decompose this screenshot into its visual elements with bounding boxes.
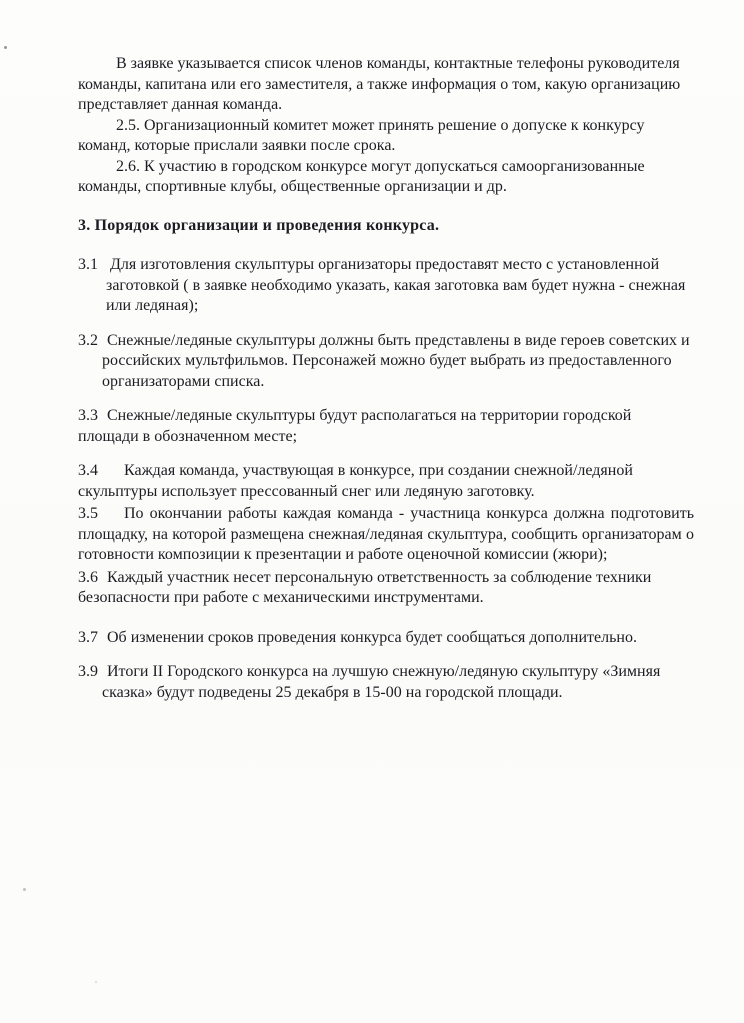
scan-speck	[4, 46, 7, 49]
item-text: По окончании работы каждая команда - участница конкурса должна подготовить площадку, на которой размещена снежная/ледяная скульптура, сообщить организаторам о готовности композиции к презентации и работе оценочной комиссии (жюри);	[78, 505, 694, 563]
item-text: Каждый участник несет персональную ответственность за соблюдение техники безопасности при работе с механическими инструментами.	[78, 568, 652, 606]
item-3-1	[78, 255, 694, 317]
item-3-3	[78, 406, 694, 447]
item-3-6	[78, 568, 694, 609]
item-3-4	[78, 461, 694, 502]
item-text: Каждая команда, участвующая в конкурсе, при создании снежной/ледяной скульптуры использует прессованный снег или ледяную заготовку.	[78, 462, 633, 500]
paragraph-clause-2-6: 2.6. К участию в городском конкурсе могут допускаться самоорганизованные команды, спортивные клубы, общественные организации и др.	[78, 157, 645, 195]
scan-speck	[95, 981, 97, 983]
item-3-5	[78, 504, 694, 566]
item-3-2	[78, 331, 694, 393]
item-number: 3.9	[78, 663, 98, 680]
scan-speck	[23, 888, 26, 891]
item-number: 3.6	[78, 568, 98, 586]
item-number: 3.1	[78, 256, 98, 273]
item-number: 3.5	[78, 505, 98, 522]
item-text: Снежные/ледяные скульптуры будут располагаться на территории городской площади в обозначенном месте;	[78, 407, 632, 445]
item-3-9	[78, 662, 694, 703]
item-number: 3.2	[78, 331, 98, 349]
item-3-7	[78, 628, 694, 649]
paragraph-application-info: В заявке указывается список членов команды, контактные телефоны руководителя команды, капитана или его заместителя, а также информация о том, какую организацию представляет данная команда.	[78, 55, 681, 113]
item-text: Снежные/ледяные скульптуры должны быть представлены в виде героев советских и российских мультфильмов. Персонажей можно будет выбрать из предоставленного организаторами списка.	[102, 331, 690, 390]
item-number: 3.3	[78, 407, 98, 424]
item-text: Для изготовления скульптуры организаторы предоставят место с установленной заготовкой ( в заявке необходимо указать, какая заготовка вам будет нужна - снежная или ледяная);	[106, 256, 686, 314]
document-body	[78, 54, 694, 703]
item-text: Об изменении сроков проведения конкурса будет сообщаться дополнительно.	[107, 628, 637, 646]
section-heading-3: 3. Порядок организации и проведения конкурса.	[78, 216, 440, 234]
item-number: 3.7	[78, 628, 98, 646]
item-text: Итоги II Городского конкурса на лучшую снежную/ледяную скульптуру «Зимняя сказка» будут подведены 25 декабря в 15-00 на городской площади.	[102, 663, 661, 701]
paragraph-clause-2-5: 2.5. Организационный комитет может принять решение о допуске к конкурсу команд, которые прислали заявки после срока.	[78, 116, 645, 154]
item-number: 3.4	[78, 462, 98, 479]
